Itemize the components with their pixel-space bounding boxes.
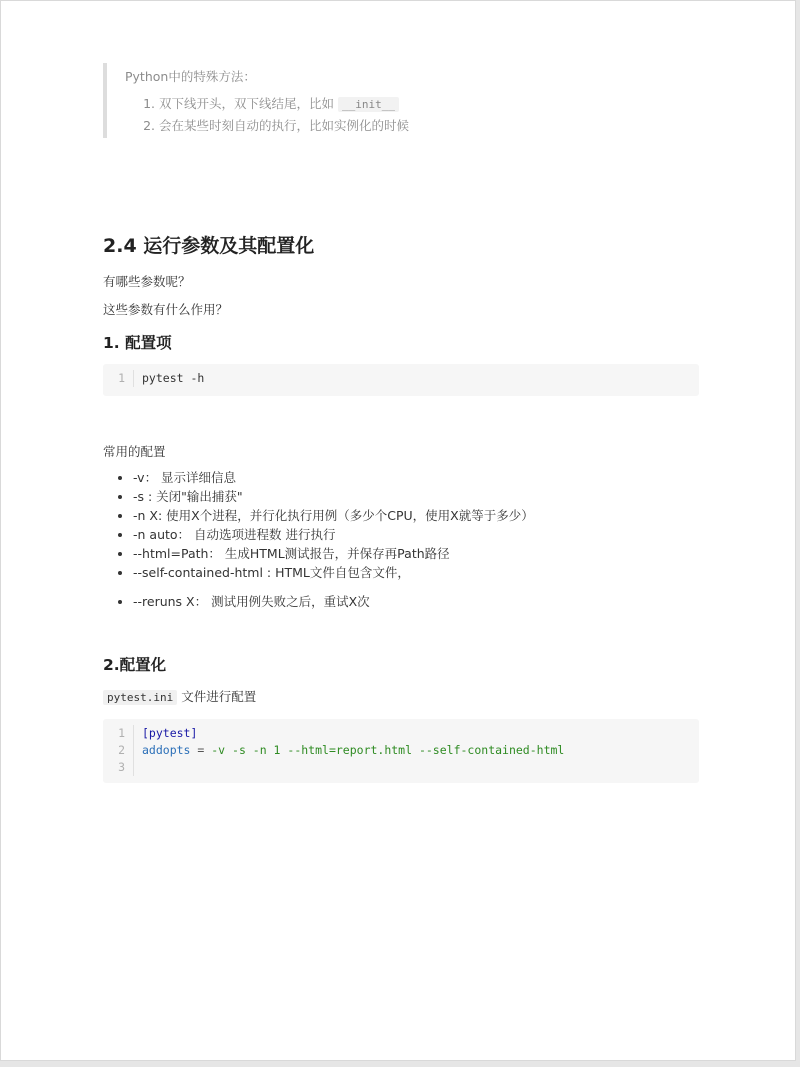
config-items-heading: 1. 配置项 bbox=[103, 334, 172, 352]
line-number: 1 bbox=[103, 370, 134, 387]
option-item: • --self-contained-html : HTML文件自包含文件， bbox=[133, 563, 534, 582]
question-2: 这些参数有什么作用？ bbox=[103, 302, 229, 317]
common-config-label: 常用的配置 bbox=[103, 444, 166, 459]
ini-section-token: [pytest] bbox=[142, 726, 198, 740]
pytest-ini-code-block[interactable] bbox=[103, 719, 699, 783]
quote-list bbox=[125, 93, 685, 136]
configuration-heading: 2.配置化 bbox=[103, 656, 167, 674]
quote-intro: Python中的特殊方法： bbox=[125, 69, 256, 84]
ini-value-token: -v -s -n 1 --html=report.html --self-contained-html bbox=[211, 743, 565, 757]
option-item: • -n X: 使用X个进程，并行化执行用例（多少个CPU，使用X就等于多少） bbox=[133, 506, 534, 525]
line-number: 2 bbox=[103, 742, 134, 759]
code-line bbox=[103, 742, 699, 759]
ini-file-text: 文件进行配置 bbox=[177, 689, 257, 704]
option-item: • -v： 显示详细信息 bbox=[133, 468, 534, 487]
line-number: 3 bbox=[103, 759, 134, 776]
quote-item-text: 双下线开头，双下线结尾，比如 bbox=[159, 96, 335, 111]
ini-key-token: addopts bbox=[142, 743, 191, 757]
ini-file-label bbox=[103, 687, 256, 705]
ini-option-line bbox=[142, 742, 564, 759]
ini-file-inline-code: pytest.ini bbox=[103, 690, 177, 705]
option-item: • --html=Path： 生成HTML测试报告，并保存再Path路径 bbox=[133, 544, 534, 563]
option-item: • -n auto： 自动选项进程数 进行执行 bbox=[133, 525, 534, 544]
code-line bbox=[103, 370, 699, 387]
line-number: 1 bbox=[103, 725, 134, 742]
ini-operator-token: = bbox=[190, 743, 212, 757]
python-special-methods-quote bbox=[103, 63, 685, 138]
code-line bbox=[103, 725, 699, 742]
options-list bbox=[103, 468, 534, 611]
quote-item bbox=[159, 115, 685, 136]
init-inline-code: __init__ bbox=[338, 97, 399, 112]
option-item: • --reruns X： 测试用例失败之后，重试X次 bbox=[133, 592, 534, 611]
code-text: pytest -h bbox=[142, 371, 205, 385]
option-item: • -s : 关闭"输出捕获" bbox=[133, 487, 534, 506]
quote-item bbox=[159, 93, 685, 115]
code-line bbox=[103, 759, 699, 776]
section-title: 2.4 运行参数及其配置化 bbox=[103, 235, 315, 257]
pytest-help-code-block[interactable] bbox=[103, 364, 699, 396]
quote-item-text: 会在某些时刻自动的执行，比如实例化的时候 bbox=[159, 118, 410, 133]
question-1: 有哪些参数呢？ bbox=[103, 274, 191, 289]
